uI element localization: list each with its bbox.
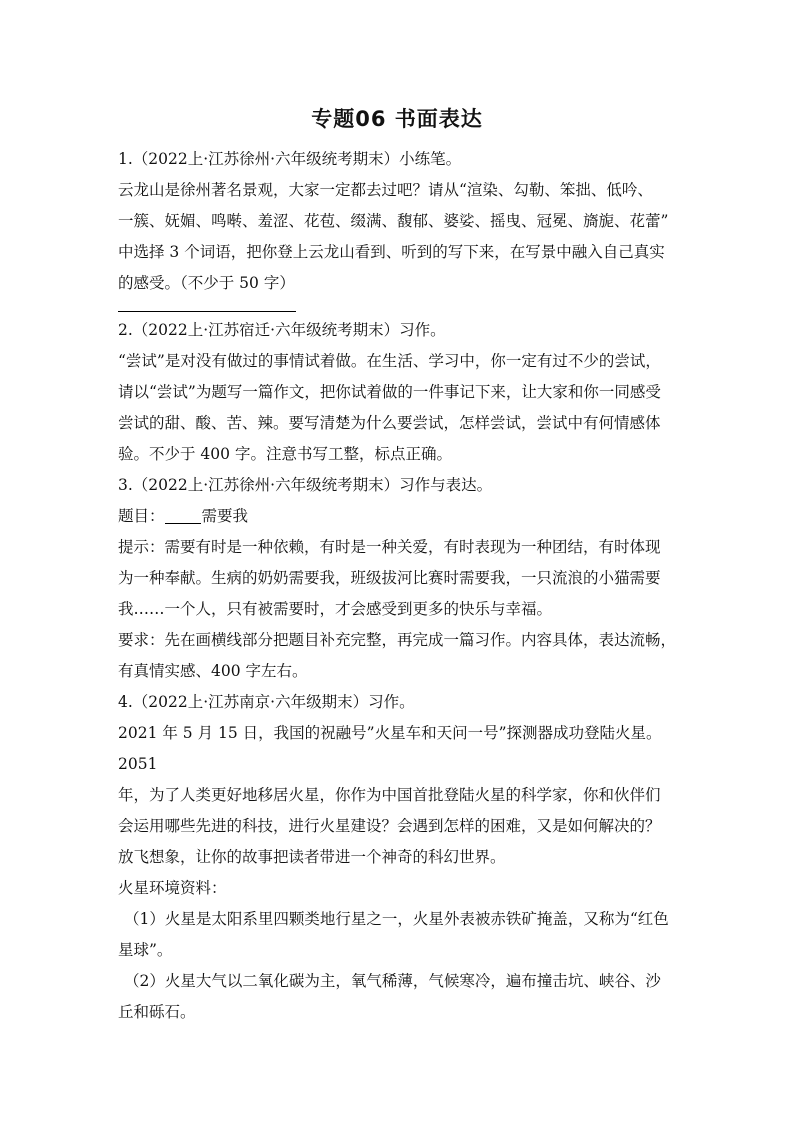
- environment-item-1: （1）火星是太阳系里四颗类地行星之一，火星外表被赤铁矿掩盖，又称为“红色: [124, 910, 669, 928]
- question-1-text: 云龙山是徐州著名景观，大家一定都去过吧？请从“渲染、勾勒、笨拙、低吟、: [118, 181, 653, 199]
- question-4-text: 年，为了人类更好地移居火星，你作为中国首批登陆火星的科学家，你和伙伴们: [118, 786, 661, 804]
- environment-item-2: （2）火星大气以二氧化碳为主，氧气稀薄，气候寒冷，遍布撞击坑、峡谷、沙: [124, 972, 661, 990]
- question-3-topic: [118, 501, 684, 532]
- question-4-text: 2021 年 5 月 15 日，我国的祝融号”火星车和天问一号”探测器成功登陆火星。2051: [118, 724, 662, 773]
- question-3-header: 3.（2022上·江苏徐州·六年级统考期末）习作与表达。: [118, 476, 493, 494]
- question-4: [118, 687, 684, 1028]
- topic-blank: [165, 507, 201, 524]
- question-2: [118, 315, 684, 470]
- question-1-header: 1.（2022上·江苏徐州·六年级统考期末）小练笔。: [118, 150, 462, 168]
- document-body: [118, 144, 684, 1028]
- environment-item-2-cont: 丘和砾石。: [118, 1003, 196, 1021]
- question-2-text: 验。不少于 400 字。注意书写工整，标点正确。: [118, 445, 452, 463]
- topic-suffix: 需要我: [201, 507, 249, 525]
- question-3: [118, 470, 684, 687]
- answer-line: [118, 311, 296, 312]
- question-3-requirement: 要求：先在画横线部分把题目补充完整，再完成一篇习作。内容具体，表达流畅，: [118, 631, 677, 649]
- question-1-text: 中选择 3 个词语，把你登上云龙山看到、听到的写下来，在写景中融入自己真实: [118, 243, 665, 261]
- question-3-hint: 我……一个人，只有被需要时，才会感受到更多的快乐与幸福。: [118, 600, 553, 618]
- question-3-requirement: 有真情实感、400 字左右。: [118, 662, 308, 680]
- question-2-header: 2.（2022上·江苏宿迁·六年级统考期末）习作。: [118, 321, 446, 339]
- environment-item-1-cont: 星球”。: [118, 941, 173, 959]
- question-3-hint: 为一种奉献。生病的奶奶需要我，班级拔河比赛时需要我，一只流浪的小猫需要: [118, 569, 661, 587]
- question-4-header: 4.（2022上·江苏南京·六年级期末）习作。: [118, 693, 415, 711]
- question-2-text: “尝试”是对没有做过的事情试着做。在生活、学习中，你一定有过不少的尝试，: [118, 352, 661, 370]
- question-1-text: 一簇、妩媚、鸣啭、羞涩、花苞、缀满、馥郁、婆娑、摇曳、冠冕、旖旎、花蕾”: [118, 212, 669, 230]
- page-title: 专题06 书面表达: [311, 107, 483, 131]
- question-1-text: 的感受。（不少于 50 字）: [118, 274, 295, 292]
- question-2-text: 尝试的甜、酸、苦、辣。要写清楚为什么要尝试，怎样尝试，尝试中有何情感体: [118, 414, 661, 432]
- question-4-text: 放飞想象，让你的故事把读者带进一个神奇的科幻世界。: [118, 848, 506, 866]
- question-3-hint: 提示：需要有时是一种依赖，有时是一种关爱，有时表现为一种团结，有时体现: [118, 538, 661, 556]
- question-2-text: 请以“尝试”为题写一篇作文，把你试着做的一件事记下来，让大家和你一同感受: [118, 383, 661, 401]
- environment-title: 火星环境资料：: [118, 879, 227, 897]
- topic-prefix: 题目：: [118, 507, 165, 525]
- question-4-text: 会运用哪些先进的科技，进行火星建设？会遇到怎样的困难，又是如何解决的？: [118, 817, 661, 835]
- question-1: [118, 144, 684, 312]
